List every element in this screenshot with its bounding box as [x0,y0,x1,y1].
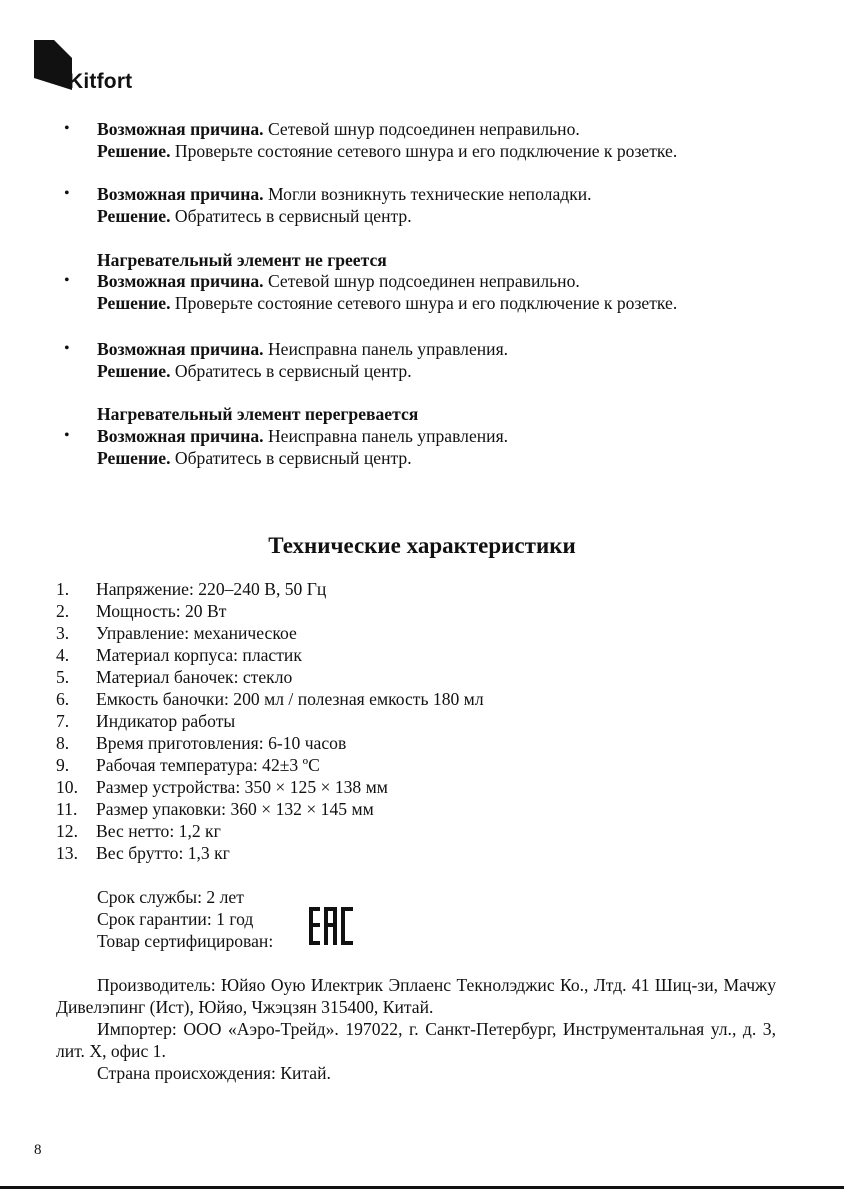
spec-item [56,578,326,600]
spec-item [56,776,388,798]
spec-text: Время приготовления: 6-10 часов [96,733,347,753]
cause-label: Возможная причина. [97,271,264,291]
spec-text: Материал баночек: стекло [96,667,293,687]
manufacturer-info: Производитель: Юйяо Оую Илектрик Эплаенс Текнолэджис Ко., Лтд. 41 Шиц-зи, Мачжу Дивелэпинг (Ист), Юйяо, Чжэцзян 315400, Китай. [56,975,776,1017]
spec-text: Мощность: 20 Вт [96,601,227,621]
specs-title: Технические характеристики [268,533,576,558]
cause-label: Возможная причина. [97,426,264,446]
cause-text: Сетевой шнур подсоединен неправильно. [267,119,580,139]
bullet-icon: • [64,120,70,137]
cause-text: Неисправна панель управления. [267,339,509,359]
spec-number: 13. [56,843,78,863]
spec-number: 3. [56,623,70,643]
cause-line [97,183,592,205]
cause-label: Возможная причина. [97,184,264,204]
problem-heading: Нагревательный элемент не греется [97,250,387,270]
cause-line [97,118,580,140]
eac-certification-mark-icon [308,906,354,946]
solution-text: Проверьте состояние сетевого шнура и его подключение к розетке. [174,141,678,161]
cause-line [97,270,580,292]
spec-number: 8. [56,733,70,753]
solution-label: Решение. [97,448,171,468]
solution-line [97,205,412,227]
service-life: Срок службы: 2 лет [97,887,244,907]
spec-number: 6. [56,689,70,709]
cause-label: Возможная причина. [97,339,264,359]
solution-line [97,140,677,162]
cause-line [97,338,508,360]
spec-text: Материал корпуса: пластик [96,645,302,665]
spec-number: 7. [56,711,70,731]
solution-label: Решение. [97,293,171,313]
spec-item [56,666,292,688]
spec-item [56,798,374,820]
spec-text: Размер устройства: 350 × 125 × 138 мм [96,777,388,797]
spec-item [56,710,235,732]
brand-name: Kitfort [68,70,133,93]
spec-text: Вес нетто: 1,2 кг [96,821,221,841]
solution-line [97,447,412,469]
bullet-icon: • [64,340,70,357]
spec-item [56,688,484,710]
importer-info: Импортер: ООО «Аэро-Трейд». 197022, г. Санкт-Петербург, Инструментальная ул., д. 3, лит. Х, офис 1. [56,1019,776,1061]
country-of-origin: Страна происхождения: Китай. [97,1063,331,1083]
spec-text: Размер упаковки: 360 × 132 × 145 мм [96,799,374,819]
bullet-icon: • [64,272,70,289]
solution-line [97,360,412,382]
bullet-icon: • [64,185,70,202]
spec-item [56,820,221,842]
spec-text: Емкость баночки: 200 мл / полезная емкость 180 мл [96,689,484,709]
spec-number: 4. [56,645,70,665]
certification-text: Товар сертифицирован: [97,931,274,951]
solution-label: Решение. [97,206,171,226]
cause-text: Неисправна панель управления. [267,426,509,446]
spec-text: Рабочая температура: 42±3 ºC [96,755,320,775]
cause-label: Возможная причина. [97,119,264,139]
spec-item [56,754,320,776]
spec-number: 2. [56,601,70,621]
spec-number: 12. [56,821,78,841]
spec-item [56,622,297,644]
solution-text: Проверьте состояние сетевого шнура и его подключение к розетке. [174,293,678,313]
spec-number: 1. [56,579,70,599]
spec-number: 9. [56,755,70,775]
spec-text: Управление: механическое [96,623,297,643]
cause-text: Могли возникнуть технические неполадки. [267,184,592,204]
spec-text: Индикатор работы [96,711,236,731]
spec-item [56,600,226,622]
problem-heading: Нагревательный элемент перегревается [97,404,419,424]
solution-label: Решение. [97,141,171,161]
spec-item [56,732,346,754]
spec-item [56,842,230,864]
spec-number: 11. [56,799,78,819]
spec-text: Напряжение: 220–240 В, 50 Гц [96,579,327,599]
cause-text: Сетевой шнур подсоединен неправильно. [267,271,580,291]
solution-text: Обратитесь в сервисный центр. [174,206,412,226]
solution-text: Обратитесь в сервисный центр. [174,448,412,468]
page-number: 8 [34,1142,42,1158]
spec-number: 10. [56,777,78,797]
cause-line [97,425,508,447]
solution-label: Решение. [97,361,171,381]
solution-text: Обратитесь в сервисный центр. [174,361,412,381]
spec-item [56,644,302,666]
brand-logo [34,40,154,95]
solution-line [97,292,677,314]
warranty-period: Срок гарантии: 1 год [97,909,254,929]
spec-text: Вес брутто: 1,3 кг [96,843,230,863]
bullet-icon: • [64,427,70,444]
spec-number: 5. [56,667,70,687]
